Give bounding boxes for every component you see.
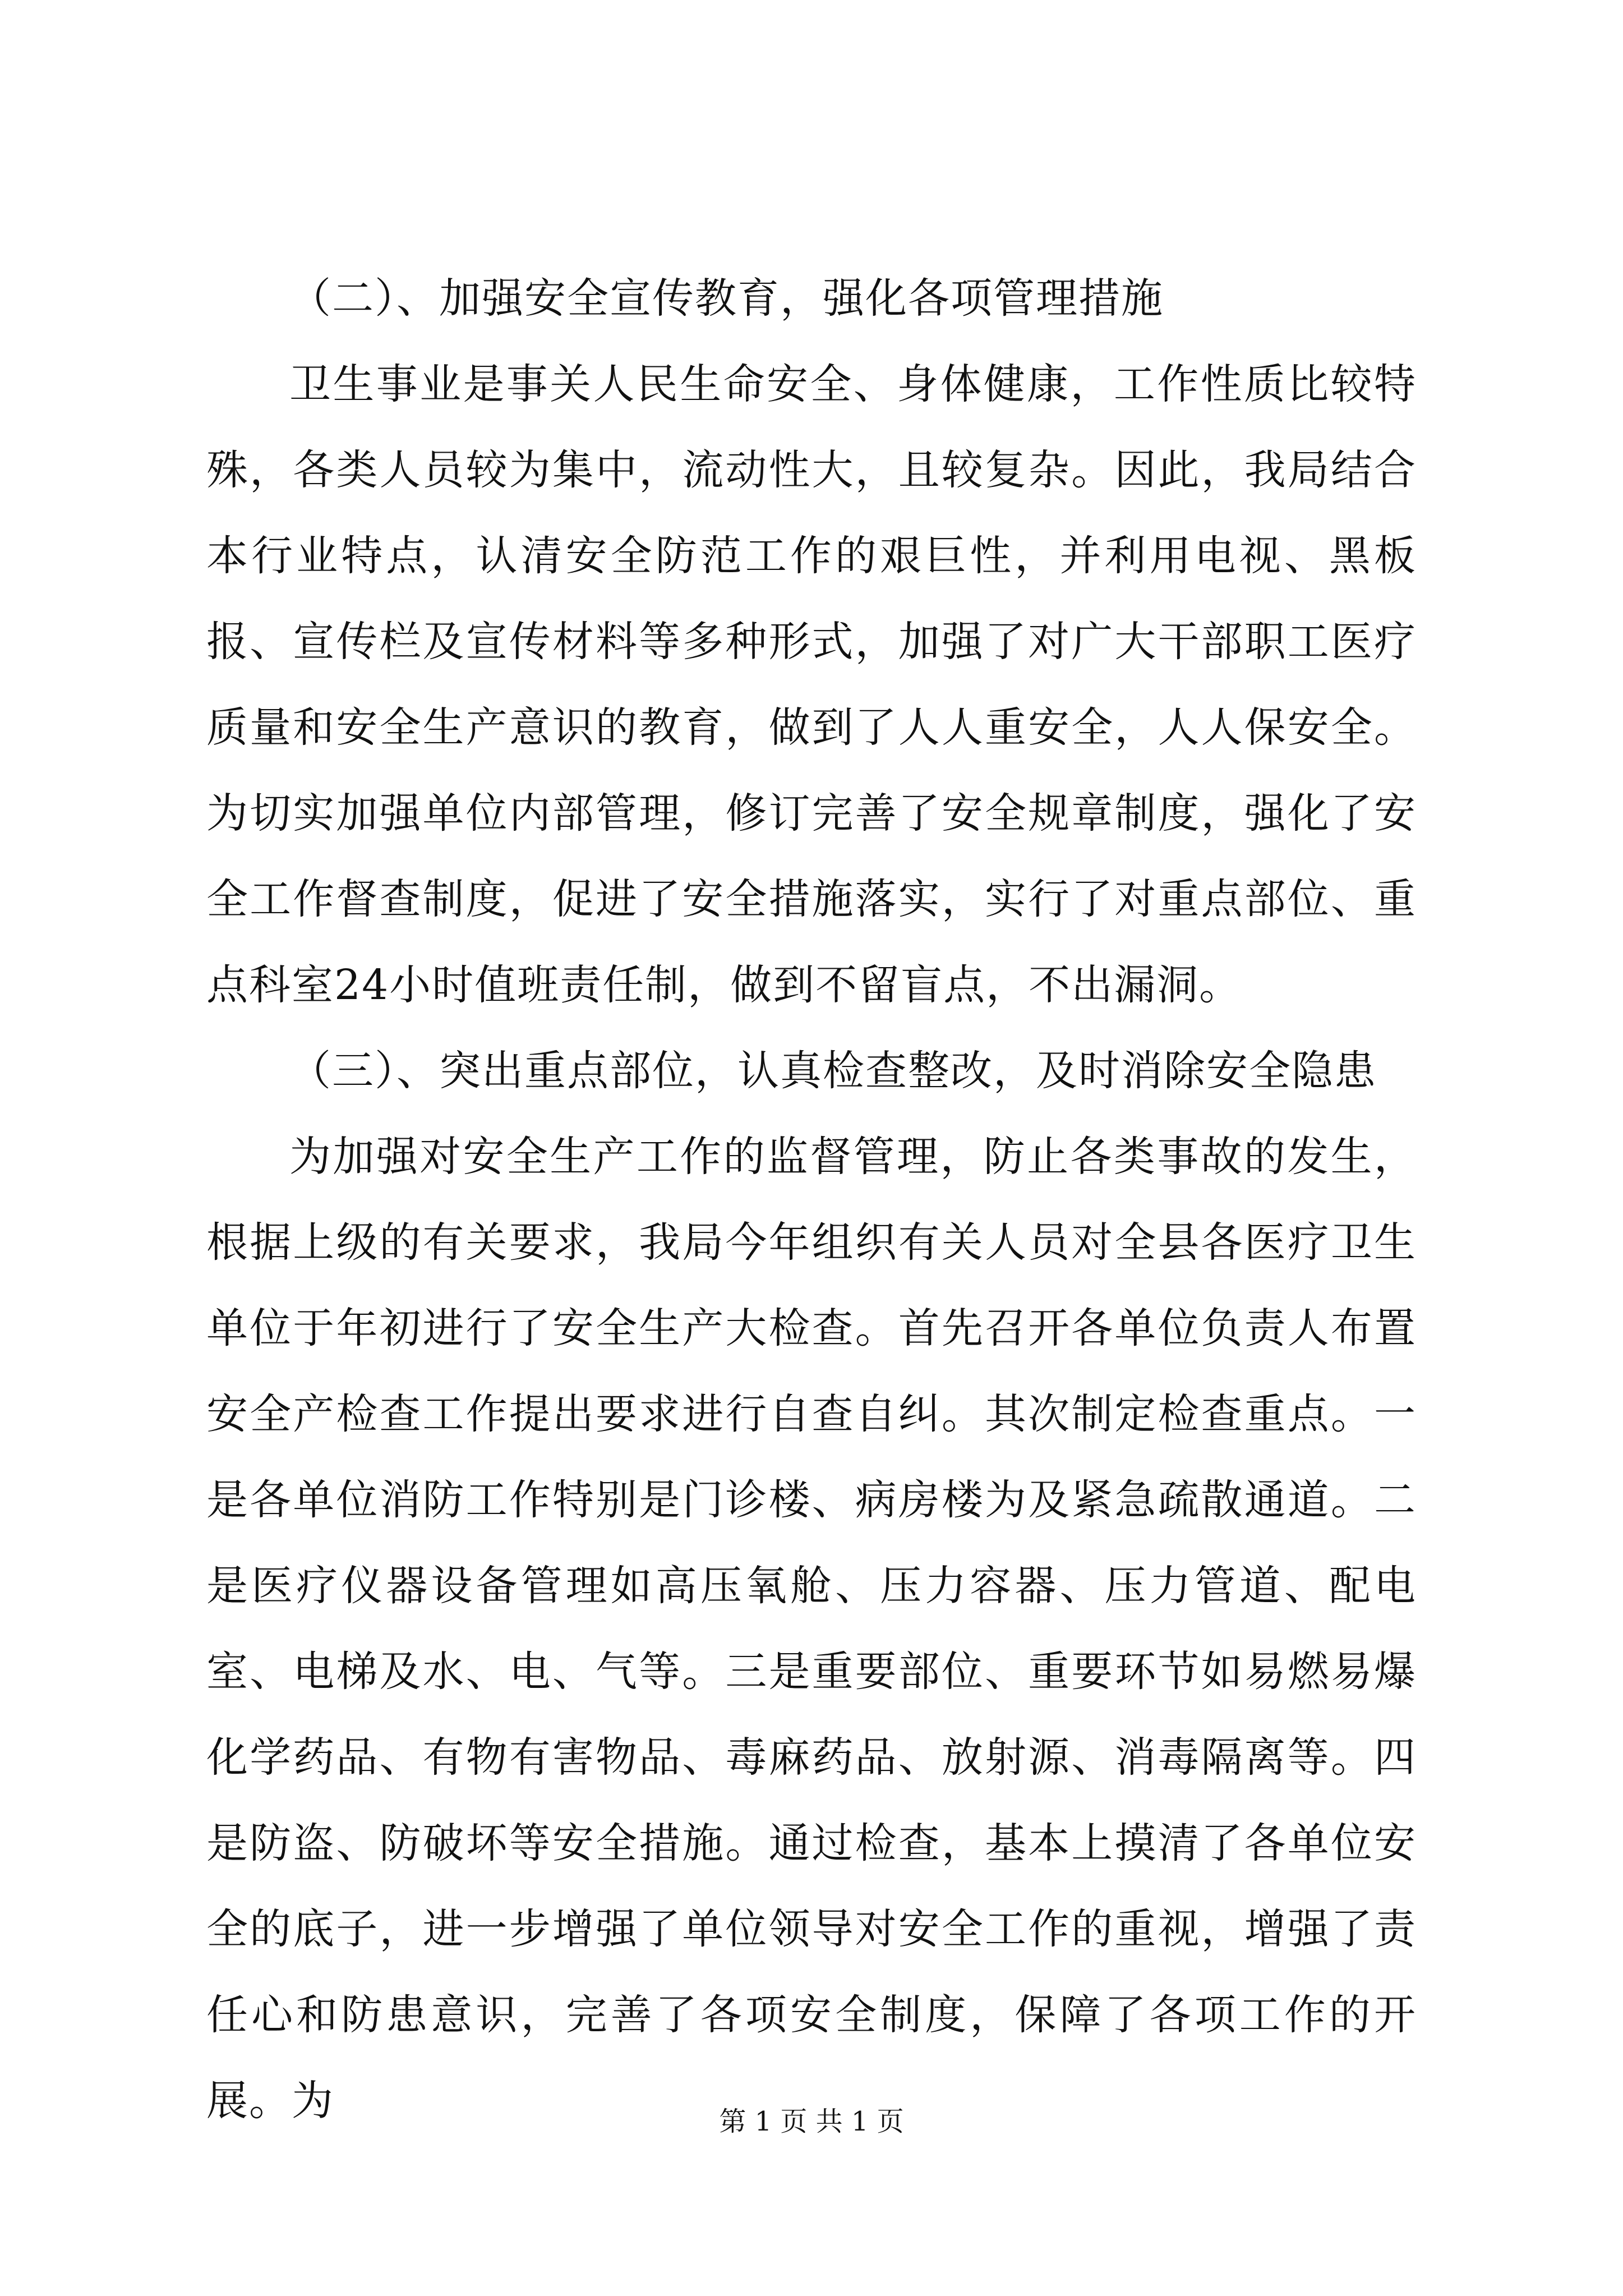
section-heading-3: （三）、突出重点部位，认真检查整改，及时消除安全隐患: [289, 1047, 1377, 1095]
section-paragraph-2: 卫生事业是事关人民生命安全、身体健康，工作性质比较特殊，各类人员较为集中，流动性大，且较复杂。因此，我局结合本行业特点，认清安全防范工作的艰巨性，并利用电视、黑板报、宣传栏及宣传材料等多种形式，加强了对广大干部职工医疗质量和安全生产意识的教育，做到了人人重安全，人人保安全。为切实加强单位内部管理，修订完善了安全规章制度，强化了安全工作督查制度，促进了安全措施落实，实行了对重点部位、重点科室24小时值班责任制，做到不留盲点，不出漏洞。: [206, 360, 1417, 1009]
section-heading-2: （二）、加强安全宣传教育，强化各项管理措施: [289, 274, 1164, 323]
section-paragraph-3: 为加强对安全生产工作的监督管理，防止各类事故的发生，根据上级的有关要求，我局今年组织有关人员对全县各医疗卫生单位于年初进行了安全生产大检查。首先召开各单位负责人布置安全产检查工作提出要求进行自查自纠。其次制定检查重点。一是各单位消防工作特别是门诊楼、病房楼为及紧急疏散通道。二是医疗仪器设备管理如高压氧舱、压力容器、压力管道、配电室、电梯及水、电、气等。三是重要部位、重要环节如易燃易爆化学药品、有物有害物品、毒麻药品、放射源、消毒隔离等。四是防盗、防破坏等安全措施。通过检查，基本上摸清了各单位安全的底子，进一步增强了单位领导对安全工作的重视，增强了责任心和防患意识，完善了各项安全制度，保障了各项工作的开展。为: [206, 1133, 1417, 2125]
document-body: [206, 256, 1417, 2144]
page-footer: 第 1 页 共 1 页: [719, 2106, 904, 2137]
